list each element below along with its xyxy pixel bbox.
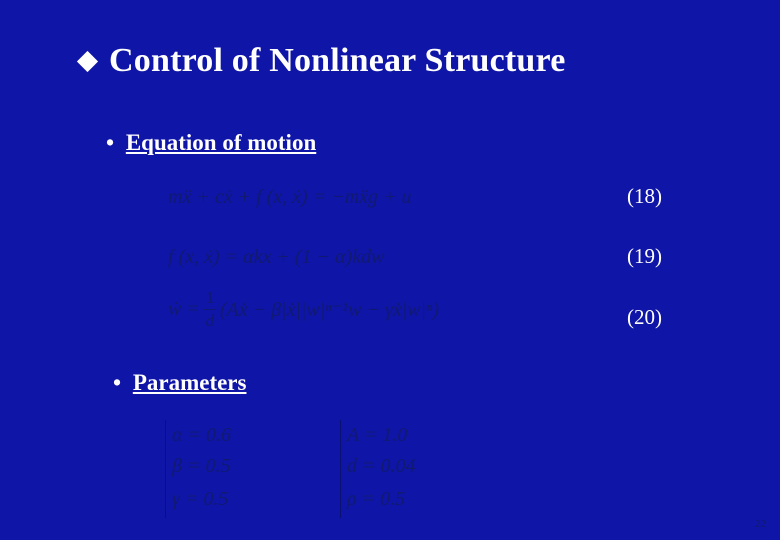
fraction-denominator: d xyxy=(205,311,215,330)
equation-20 xyxy=(168,288,439,331)
param-bracket-right xyxy=(340,420,341,518)
title-row xyxy=(80,42,565,80)
param-a: A = 1.0 xyxy=(347,424,408,446)
section-heading: Parameters xyxy=(132,370,247,395)
equation-number-19: (19) xyxy=(627,244,662,268)
fraction xyxy=(204,288,216,331)
param-d: d = 0.04 xyxy=(347,455,416,477)
bullet-equation-of-motion xyxy=(106,130,316,156)
page-number: 22 xyxy=(755,518,766,530)
param-rho: ρ = 0.5 xyxy=(347,488,406,510)
equation-19: f (x, ẋ) = αkx + (1 − α)kdw xyxy=(168,246,385,268)
fraction-numerator: 1 xyxy=(205,288,215,307)
fraction-bar xyxy=(204,309,216,310)
param-gamma: γ = 0.5 xyxy=(172,488,229,510)
equation-20-lhs: ẇ = xyxy=(168,298,200,320)
equation-number-20: (20) xyxy=(627,305,662,329)
param-bracket-left xyxy=(165,420,166,518)
bullet-dot: • xyxy=(106,130,115,155)
section-heading: Equation of motion xyxy=(125,130,317,155)
param-beta: β = 0.5 xyxy=(172,455,231,477)
bullet-dot: • xyxy=(113,370,122,395)
diamond-bullet-icon xyxy=(77,50,98,71)
param-alpha: α = 0.6 xyxy=(172,424,231,446)
bullet-parameters xyxy=(113,370,246,396)
equation-20-rhs: (Aẋ − β|ẋ||w|ⁿ⁻¹w − γẋ|w|ⁿ) xyxy=(219,299,440,321)
slide-title: Control of Nonlinear Structure xyxy=(109,42,566,79)
equation-18: mẍ + cẋ + f (x, ẋ) = −mẍg + u xyxy=(168,186,412,208)
equation-number-18: (18) xyxy=(627,184,662,208)
